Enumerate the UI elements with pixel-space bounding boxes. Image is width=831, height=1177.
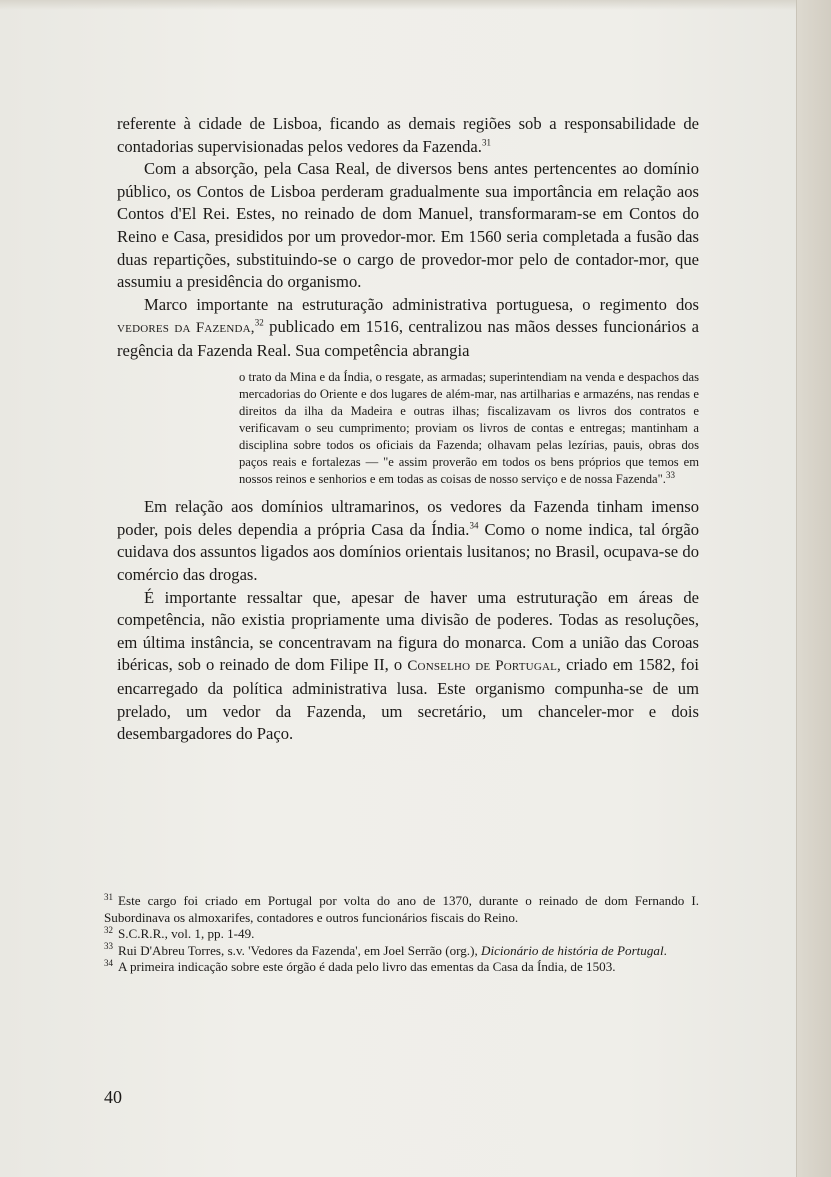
- paragraph-1: [117, 113, 699, 158]
- footnote-number: 34: [104, 958, 113, 969]
- paragraph-4: [117, 496, 699, 586]
- footnote-34: [104, 959, 699, 976]
- conselho-de-portugal-smallcaps: Conselho de Portugal,: [407, 658, 561, 675]
- paragraph-3-text-b: publicado em 1516, centralizou nas mãos desses funcionários a regência da Fazenda Real. Sua competência abrangia: [117, 317, 699, 360]
- main-text: [117, 113, 699, 746]
- facing-page-edge: [796, 0, 831, 1177]
- footnote-32: [104, 926, 699, 943]
- footnote-text: Este cargo foi criado em Portugal por volta do ano de 1370, durante o reinado de dom Fernando I. Subordinava os almoxarifes, contadores e outros funcionários fiscais do Reino.: [104, 893, 699, 925]
- paragraph-4-text-b: Como o nome indica, tal órgão cuidava dos assuntos ligados aos domínios orientais lusitanos; no Brasil, ocupava-se do comércio das drogas.: [117, 519, 700, 584]
- paragraph-4-text-a: Em relação aos domínios ultramarinos, os vedores da Fazenda tinham imenso poder, pois deles dependia a própria Casa da Índia.: [117, 497, 699, 539]
- paragraph-5-text-a: É importante ressaltar que, apesar de haver uma estruturação em áreas de competência, não existia propriamente uma divisão de poderes. Todas as resoluções, em última instância, se concentravam na figura do monarca. Com a união das Coroas ibéricas, sob o reinado de dom Filipe II, o: [117, 587, 699, 675]
- footnote-ref-33: 33: [665, 469, 675, 480]
- paragraph-3-text-a: Marco importante na estruturação administrativa portuguesa, o regimento dos: [144, 294, 699, 314]
- footnote-ref-34: 34: [469, 520, 479, 531]
- footnote-italic-title: Dicionário de história de Portugal: [481, 942, 664, 958]
- footnote-text: S.C.R.R., vol. 1, pp. 1-49.: [118, 926, 255, 942]
- footnote-text: Rui D'Abreu Torres, s.v. 'Vedores da Fazenda', em Joel Serrão (org.),: [118, 942, 478, 958]
- paragraph-1-text: referente à cidade de Lisboa, ficando as demais regiões sob a responsabilidade de contadorias supervisionadas pelos vedores da Fazenda.: [117, 114, 699, 156]
- footnote-number: 33: [104, 941, 113, 952]
- footnote-text: A primeira indicação sobre este órgão é dada pelo livro das ementas da Casa da Índia, de 1503.: [118, 959, 616, 975]
- paragraph-2: Com a absorção, pela Casa Real, de diversos bens antes pertencentes ao domínio público, os Contos de Lisboa perderam gradualmente sua importância em relação aos Contos d'El Rei. Estes, no reinado de dom Manuel, transformaram-se em Contos do Reino e Casa, presididos por um provedor-mor. Em 1560 seria completada a fusão das duas repartições, substituindo-se o cargo de provedor-mor pelo de contador-mor, que assumiu a presidência do organismo.: [117, 159, 699, 292]
- footnote-33: [104, 943, 699, 960]
- page-number: 40: [104, 1087, 122, 1107]
- footnote-number: 31: [104, 891, 113, 902]
- paragraph-5: [117, 587, 699, 746]
- block-quote-text: o trato da Mina e da Índia, o resgate, as armadas; superintendiam na venda e despachos das mercadorias do Oriente e dos lugares de além-mar, nas artilharias e armazéns, nas rendas e direitos da ilha da Madeira e outras ilhas; fiscalizavam os livros dos contratos e verificavam o seu cumprimento; proviam os livros de contas e entregas; mantinham a disciplina sobre todos os oficiais da Fazenda; olhavam pelas lezírias, pauis, obras dos paços reais e fortalezas — "e assim proverão em todos os bens próprios que temos em nossos reinos e senhorios e em todas as coisas de nosso serviço e de nossa Fazenda".: [239, 369, 699, 487]
- paragraph-3: [117, 294, 699, 363]
- footnote-ref-32: 32: [254, 317, 264, 328]
- page-top-edge: [0, 0, 831, 10]
- footnote-31: [104, 893, 699, 926]
- footnote-ref-31: 31: [481, 137, 491, 148]
- footnote-number: 32: [104, 924, 113, 935]
- paragraph-5-text-b: criado em 1582, foi encarregado da política administrativa lusa. Este organismo compunha-se de um prelado, um vedor da Fazenda, um secretário, um chanceler-mor e dois desembargadores do Paço.: [117, 655, 699, 744]
- footnote-text-end: .: [663, 942, 667, 958]
- vedores-da-fazenda-smallcaps: vedores da Fazenda,: [117, 320, 255, 337]
- block-quote: [239, 369, 699, 489]
- footnotes: [104, 893, 699, 976]
